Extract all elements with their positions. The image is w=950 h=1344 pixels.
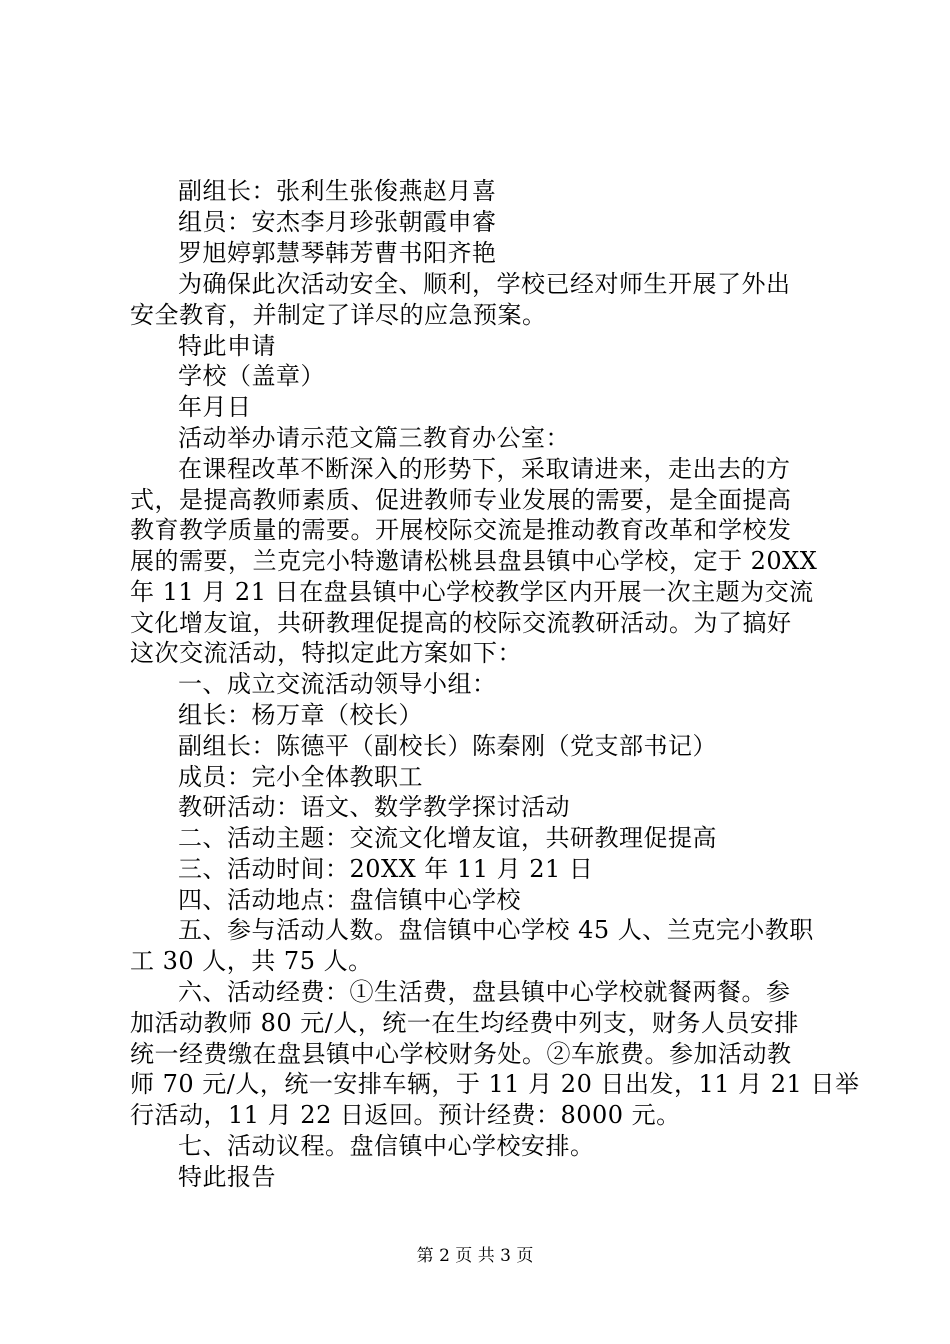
text-line: 特此申请	[178, 332, 276, 360]
text-line: 加活动教师 80 元/人，统一在生均经费中列支，财务人员安排	[130, 1009, 799, 1037]
text-line: 安全教育，并制定了详尽的应急预案。	[130, 301, 547, 329]
text-line: 年月日	[178, 393, 252, 421]
text-line: 展的需要，兰克完小特邀请松桃县盘县镇中心学校，定于 20XX	[130, 547, 818, 575]
text-line: 副组长：陈德平（副校长）陈秦刚（党支部书记）	[178, 732, 717, 760]
text-line: 四、活动地点：盘信镇中心学校	[178, 886, 521, 914]
text-line: 副组长：张利生张俊燕赵月喜	[178, 177, 497, 205]
text-line: 行活动，11 月 22 日返回。预计经费：8000 元。	[130, 1101, 681, 1129]
text-line: 师 70 元/人，统一安排车辆，于 11 月 20 日出发，11 月 21 日举	[130, 1070, 860, 1098]
text-line: 统一经费缴在盘县镇中心学校财务处。②车旅费。参加活动教	[130, 1040, 792, 1068]
text-line: 五、参与活动人数。盘信镇中心学校 45 人、兰克完小教职	[178, 916, 814, 944]
text-line: 工 30 人，共 75 人。	[130, 947, 373, 975]
text-line: 特此报告	[178, 1163, 276, 1191]
text-line: 罗旭婷郭慧琴韩芳曹书阳齐艳	[178, 239, 497, 267]
text-line: 成员：完小全体教职工	[178, 763, 423, 791]
text-line: 教研活动：语文、数学教学探讨活动	[178, 793, 570, 821]
text-line: 年 11 月 21 日在盘县镇中心学校教学区内开展一次主题为交流	[130, 578, 814, 606]
text-line: 一、成立交流活动领导小组：	[178, 670, 497, 698]
text-line: 在课程改革不断深入的形势下，采取请进来，走出去的方	[178, 455, 791, 483]
text-line: 二、活动主题：交流文化增友谊，共研教理促提高	[178, 824, 717, 852]
text-line: 七、活动议程。盘信镇中心学校安排。	[178, 1132, 595, 1160]
text-line: 六、活动经费：①生活费，盘县镇中心学校就餐两餐。参	[178, 978, 791, 1006]
page-number: 第 2 页 共 3 页	[416, 1246, 534, 1266]
text-line: 学校（盖章）	[178, 362, 325, 390]
text-line: 教育教学质量的需要。开展校际交流是推动教育改革和学校发	[130, 516, 792, 544]
text-line: 三、活动时间：20XX 年 11 月 21 日	[178, 855, 594, 883]
text-line: 活动举办请示范文篇三教育办公室：	[178, 424, 570, 452]
text-line: 组员：安杰李月珍张朝霞申睿	[178, 208, 497, 236]
text-line: 文化增友谊，共研教理促提高的校际交流教研活动。为了搞好	[130, 609, 792, 637]
text-line: 组长：杨万章（校长）	[178, 701, 423, 729]
text-line: 为确保此次活动安全、顺利，学校已经对师生开展了外出	[178, 270, 791, 298]
text-line: 这次交流活动，特拟定此方案如下：	[130, 639, 522, 667]
text-line: 式，是提高教师素质、促进教师专业发展的需要，是全面提高	[130, 486, 792, 514]
